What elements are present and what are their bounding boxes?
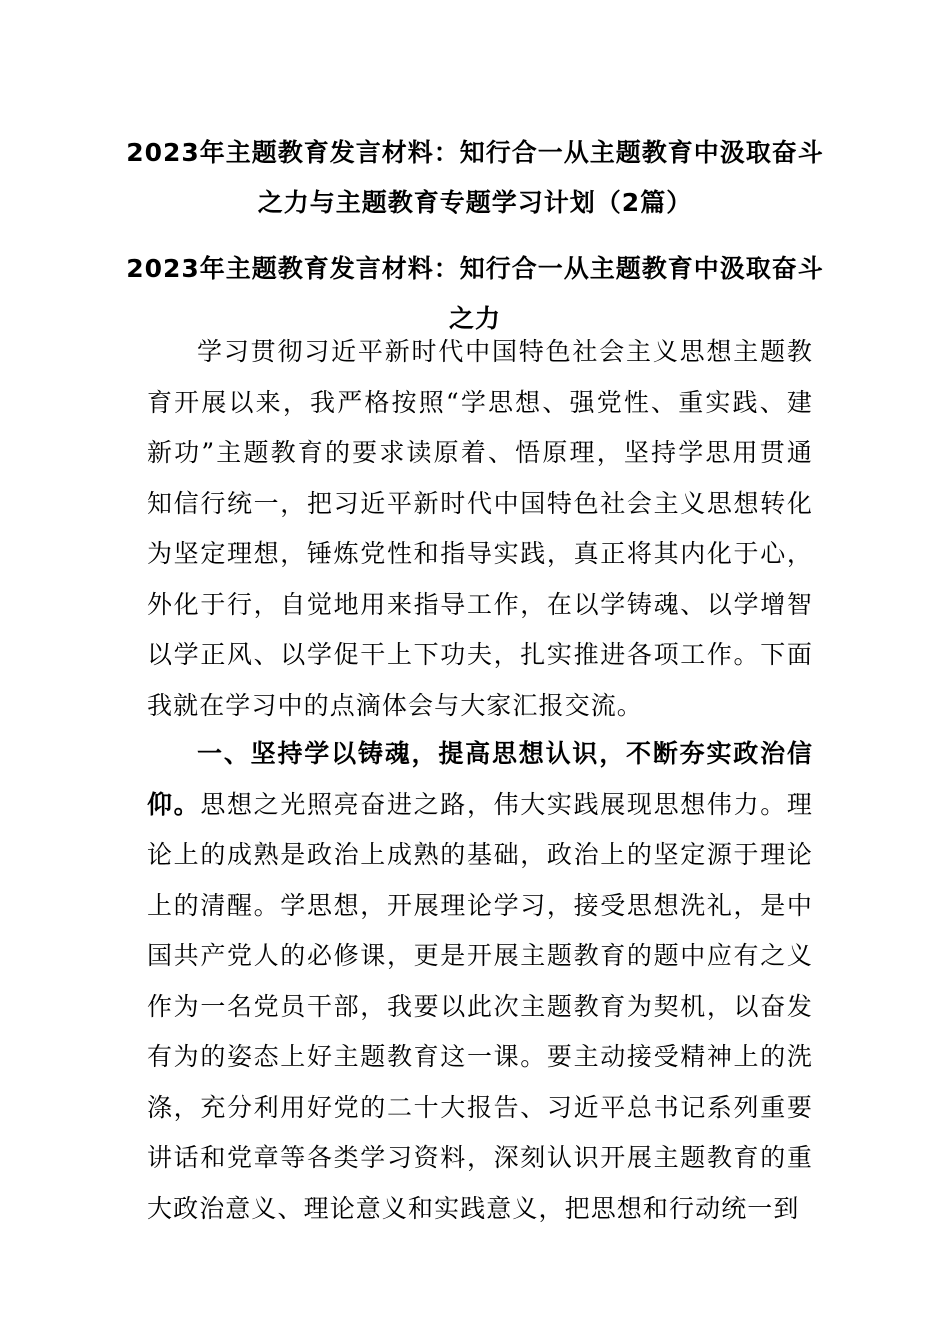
document-main-title: 2023年主题教育发言材料：知行合一从主题教育中汲取奋斗之力与主题教育专题学习计划（2篇） (126, 138, 824, 217)
point-one-body: 思想之光照亮奋进之路，伟大实践展现思想伟力。理论上的成熟是政治上成熟的基础，政治上的坚定源于理论上的清醒。学思想，开展理论学习，接受思想洗礼，是中国共产党人的必修课，更是开展主题教育的题中应有之义作为一名党员干部，我要以此次主题教育为契机，以奋发有为的姿态上好主题教育这一课。要主动接受精神上的洗涤，充分利用好党的二十大报告、习近平总书记系列重要讲话和党章等各类学习资料，深刻认识开展主题教育的重大政治意义、理论意义和实践意义，把思想和行动统一到 (147, 789, 813, 1223)
point-one-paragraph (147, 729, 813, 1234)
point-one-heading: 一、坚持学以铸魂，提高思想认识，不断夯实政治信仰。 (147, 739, 813, 819)
intro-paragraph: 学习贯彻习近平新时代中国特色社会主义思想主题教育开展以来，我严格按照“学思想、强党性、重实践、建新功”主题教育的要求读原着、悟原理，坚持学思用贯通知信行统一，把习近平新时代中国特色社会主义思想转化为坚定理想，锤炼党性和指导实践，真正将其内化于心，外化于行，自觉地用来指导工作，在以学铸魂、以学增智以学正风、以学促干上下功夫，扎实推进各项工作。下面我就在学习中的点滴体会与大家汇报交流。 (147, 337, 813, 720)
document-section-title: 2023年主题教育发言材料：知行合一从主题教育中汲取奋斗之力 (126, 254, 824, 333)
